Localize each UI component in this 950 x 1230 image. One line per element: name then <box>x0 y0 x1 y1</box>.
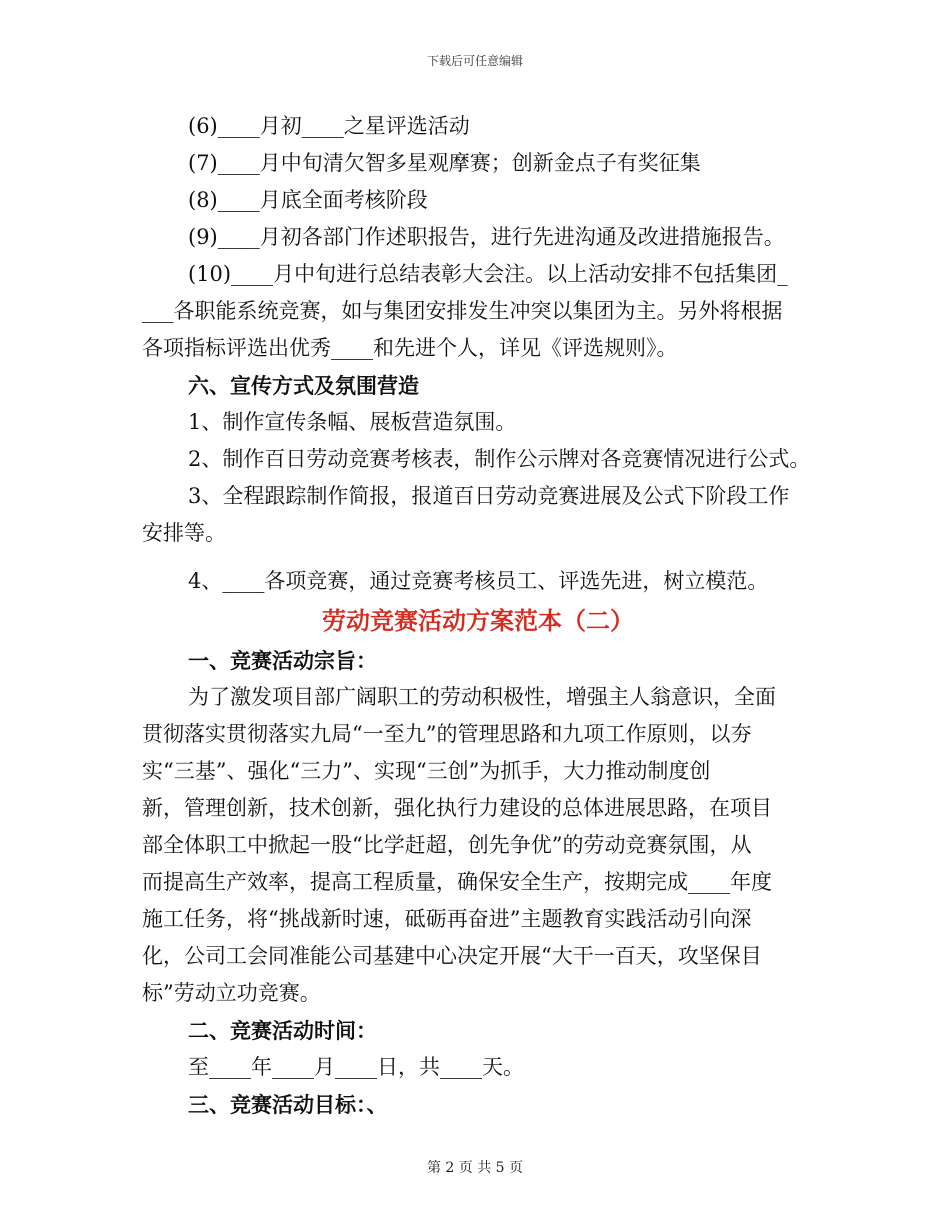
section-heading: 一、竞赛活动宗旨： <box>188 648 377 673</box>
list-item: 1、制作宣传条幅、展板营造氛围。 <box>188 410 517 434</box>
paragraph-line: 贯彻落实贯彻落实九局“一至九”的管理思路和九项工作原则，以夯 <box>142 722 752 746</box>
paragraph-line: (10)____月中旬进行总结表彰大会注。以上活动安排不包括集团_ <box>188 262 788 286</box>
paragraph-line: 标”劳动立功竞赛。 <box>142 981 321 1005</box>
paragraph-line: 部全体职工中掀起一股“比学赶超，创先争优”的劳动竞赛氛围，从 <box>142 833 752 857</box>
section-heading: 六、宣传方式及氛围营造 <box>188 373 419 398</box>
paragraph-line: 新，管理创新，技术创新，强化执行力建设的总体进展思路，在项目 <box>142 796 772 820</box>
paragraph-line: 而提高生产效率，提高工程质量，确保安全生产，按期完成____年度 <box>142 870 772 894</box>
paragraph-line: 安排等。 <box>142 521 226 545</box>
list-item: (6)____月初____之星评选活动 <box>188 114 470 138</box>
paragraph-line: 至____年____月____日，共____天。 <box>188 1055 524 1079</box>
page-header: 下载后可任意编辑 <box>426 54 523 68</box>
paragraph-line: 为了激发项目部广阔职工的劳动积极性，增强主人翁意识，全面 <box>188 685 776 709</box>
document-body <box>142 108 814 1123</box>
list-item: (9)____月初各部门作述职报告，进行先进沟通及改进措施报告。 <box>188 225 785 249</box>
list-item: (8)____月底全面考核阶段 <box>188 188 428 212</box>
paragraph-line: 实“三基”、强化“三力”、实现“三创”为抓手，大力推动制度创 <box>142 759 711 783</box>
list-item: (7)____月中旬清欠智多星观摩赛；创新金点子有奖征集 <box>188 151 701 175</box>
list-item: 3、全程跟踪制作简报，报道百日劳动竞赛进展及公式下阶段工作 <box>188 484 790 508</box>
list-item: 4、____各项竞赛，通过竞赛考核员工、评选先进，树立模范。 <box>188 569 769 593</box>
paragraph-line: 各项指标评选出优秀____和先进个人，详见《评选规则》。 <box>142 336 678 360</box>
document-title: 劳动竞赛活动方案范本（二） <box>322 606 634 635</box>
page-footer: 第 2 页 共 5 页 <box>426 1160 524 1176</box>
paragraph-line: 施工任务，将“挑战新时速，砥砺再奋进”主题教育实践活动引向深 <box>142 907 752 931</box>
section-heading: 三、竞赛活动目标：、 <box>188 1092 388 1117</box>
list-item: 2、制作百日劳动竞赛考核表，制作公示牌对各竞赛情况进行公式。 <box>188 447 811 471</box>
paragraph-line: 化，公司工会同准能公司基建中心决定开展“大干一百天，攻坚保目 <box>142 944 762 968</box>
paragraph-line: ___各职能系统竞赛，如与集团安排发生冲突以集团为主。另外将根据 <box>142 299 783 323</box>
section-heading: 二、竞赛活动时间： <box>188 1018 377 1043</box>
